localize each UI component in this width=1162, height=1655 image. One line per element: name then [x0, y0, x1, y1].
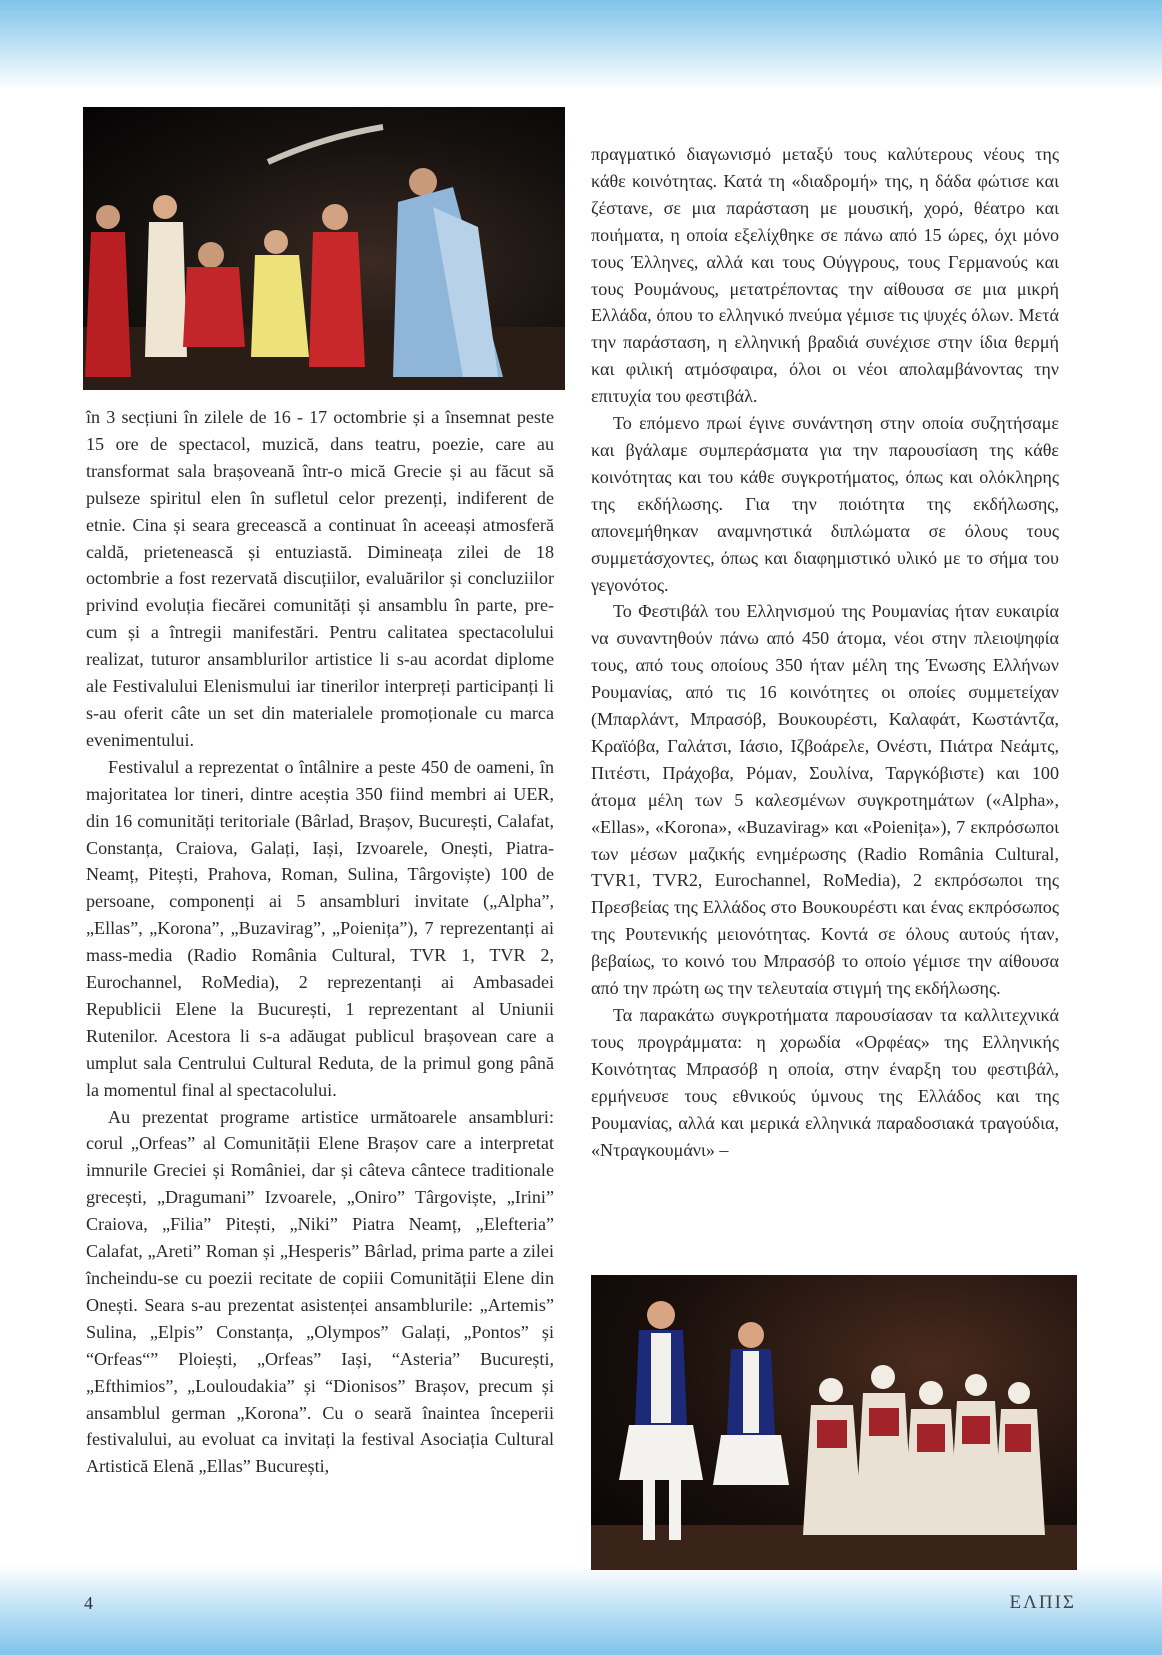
journal-name: ΕΛΠΙΣ — [1009, 1592, 1076, 1613]
stage-performance-photo — [83, 107, 565, 390]
article-paragraph: Το Φεστιβάλ του Ελληνισμού της Ρουμανίας ήταν ευκαιρία να συναντηθούν πάνω από 450 άτομα, νέοι στην πλειοψηφία τους, από τους οποίους 350 ήταν μέλη της Ένωσης Ελλήνων Ρουμανίας, από τις 16 κοινότητες οι οποίες συμμετείχαν (Μπαρλάντ, Μπρασόβ, Βουκουρέστι, Καλαφάτ, Κωστάντζα, Κραϊόβα, Γαλάτσι, Ιάσιο, Ιζβοάρελε, Ονέστι, Πιάτρα Νεάμτς, Πιτέστι, Πράχοβα, Ρόμαν, Σουλίνα, Ταργκόβιστε) και 100 άτομα μέλη των 5 καλεσμένων συγκροτημάτων («Alpha», «Ellas», «Korona», «Buzavirag» και «Poienița»), 7 εκπρόσωποι των μέσων μαζικής ενημέρωσης (Radio România Cultural, TVR1, TVR2, Eurochannel, RoMedia), 2 εκπρόσωποι της Πρεσβείας της Ελλάδος στο Βουκουρέστι και ένας εκπρόσωπος της Ρουτενικής μειονότητας. Κοντά σε όλους αυτούς ήταν, βεβαίως, το κοινό του Μπρασόβ το οποίο γέμισε την αίθουσα από την πρώτη ως την τελευταία στιγμή της εκδήλωσης. — [591, 601, 1059, 999]
article-paragraph: în 3 secțiuni în zilele de 16 - 17 octombrie și a însemnat peste 15 ore de spectacol, muzică, dans teatru, poezie, care au transformat sala brașoveană într-o mică Grecie și au făcut să pulseze spiritul elen în sufletul celor prezenți, indiferent de etnie. Cina și seara grecească a continuat în aceeași atmosferă caldă, prietenească și entuziastă. Dimineața zilei de 18 octombrie a fost rezervată discuțiilor, evaluărilor și concluziilor privind evoluția fiecărei comunități și ansamblu în parte, precum și a întregii manifestări. Pentru calitatea spectacolului realizat, tuturor ansamblurilor artistice li s-au acordat diplome ale Festivalului Elenismului iar tinerilor interpreți participanți li s-au oferit câte un set din materialele promoționale cu marca evenimentului. — [86, 407, 554, 750]
page-number: 4 — [84, 1593, 93, 1613]
article-paragraph: πραγματικό διαγωνισμό μεταξύ τους καλύτερους νέους της κάθε κοινότητας. Κατά τη «διαδρομή» της, η δάδα φώτισε και ζέστανε, σε μια παράσταση με μουσική, χορό, θέατρο και ποιήματα, η οποία εξελίχθηκε σε πάνω από 15 ώρες, όχι μόνο τους Έλληνες, αλλά και τους Ούγγρους, τους Γερμανούς και τους Ρουμάνους, μετατρέποντας την αίθουσα σε μια μικρή Ελλάδα, όπου το ελληνικό πνεύμα γέμισε τις ψυχές όλων. Μετά την παράσταση, η ελληνική βραδιά συνέχισε στην ίδια θερμή και φιλική ατμόσφαιρα, όλοι οι νέοι απολαμβάνοντας την επιτυχία του φεστιβάλ. — [591, 144, 1059, 407]
article-paragraph: Au prezentat programe artistice următoarele ansambluri: corul „Orfeas” al Comunității Elene Brașov care a interpretat imnurile Greciei și României, dar și câteva cântece traditionale grecești, „Dragumani” Izvoarele, „Oniro” Târgoviște, „Irini” Craiova, „Filia” Pitești, „Niki” Piatra Neamț, „Elefteria” Calafat, „Areti” Roman și „Hesperis” Bârlad, prima parte a zilei încheindu-se cu poezii recitate de copiii Comunității Elene din Onești. Seara s-au prezentat asistenței ansamblurile: „Artemis” Sulina, „Elpis” Constanța, „Olympos” Galați, „Pontos” și “Orfeas“” Ploiești, „Orfeas” Iași, “Asteria” București, „Efthimios”, „Louloudakia” și “Dionisos” Brașov, precum și ansamblul german „Korona”. Cu o seară înaintea începerii festivalului, au evoluat ca invitați la festival Asociația Cultural Artistică Elenă „Ellas” București, — [86, 1106, 554, 1477]
article-paragraph: Τα παρακάτω συγκροτήματα παρουσίασαν τα καλλιτεχνικά τους προγράμματα: η χορωδία «Ορφέας» της Ελληνικής Κοινότητας Μπρασόβ η οποία, στην έναρξη του φεστιβάλ, ερμήνευσε τους εθνικούς ύμνους της Ελλάδος και της Ρουμανίας, αλλά και μερικά ελληνικά παραδοσιακά τραγούδια, «Ντραγκουμάνι» – — [591, 1005, 1059, 1160]
footer-gradient-band — [0, 1565, 1162, 1655]
greek-article-column — [591, 141, 1059, 1163]
header-gradient-band — [0, 0, 1162, 90]
article-paragraph: Festivalul a reprezentat o întâlnire a peste 450 de oameni, în majoritatea lor tineri, dintre aceștia 350 fiind membri ai UER, din 16 comunități teritoriale (Bârlad, Brașov, București, Calafat, Constanța, Craiova, Galați, Iași, Izvoarele, Onești, Piatra-Neamț, Pitești, Prahova, Roman, Sulina, Târgoviște) 100 de persoane, componenți ai 5 ansambluri invitate („Alpha”, „Ellas”, „Korona”, „Buzavirag”, „Poienița”), 7 reprezentanți ai mass-media (Radio România Cultural, TVR 1, TVR 2, Eurochannel, RoMedia), 2 reprezentanți ai Ambasadei Republicii Elene la București, 1 reprezentant al Uniunii Rutenilor. Acestora li s-a adăugat publicul brașovean care a umplut sala Centrului Cultural Reduta, de la primul gong până la momentul final al spectacolului. — [86, 756, 554, 1100]
article-paragraph: Το επόμενο πρωί έγινε συνάντηση στην οποία συζητήσαμε και βγάλαμε συμπεράσματα για την παρουσίαση της κάθε κοινότητας και του κάθε συγκροτήματος, όπως και ολόκληρης της εκδήλωσης. Για την ποιότητα της εκδήλωσης, απονεμήθηκαν αναμνηστικά διπλώματα σε όλους τους συμμετάσχοντες, όπως και διαφημιστικό υλικό με το σήμα του γεγονότος. — [591, 413, 1059, 595]
romanian-article-column — [86, 404, 554, 1480]
folk-dancers-photo — [591, 1275, 1077, 1570]
